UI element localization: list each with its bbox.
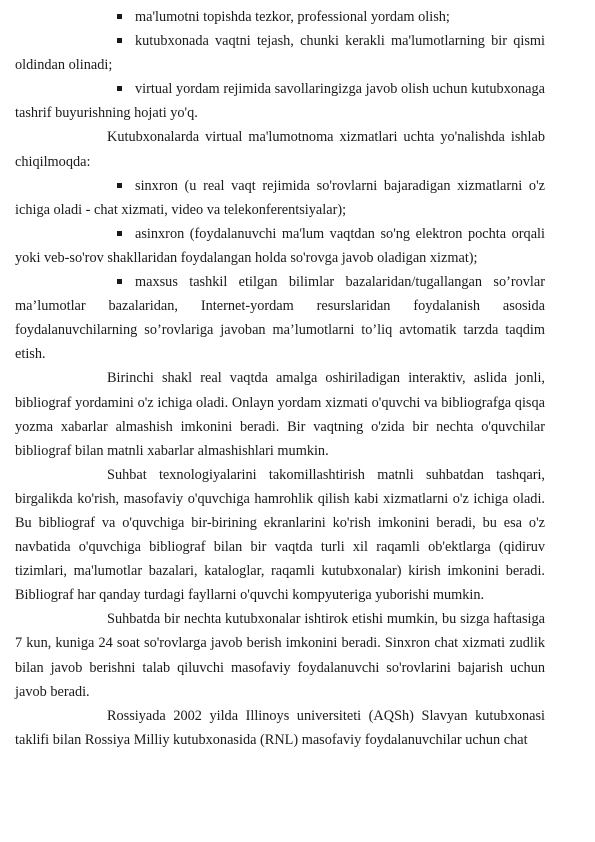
bullet-square-icon xyxy=(117,86,122,91)
bullet-text: sinxron (u real vaqt rejimida so'rovlarni bajaradigan xizmatlarni o'z ichiga oladi - chat xizmati, video va telekonferentsiyalar); xyxy=(15,177,545,218)
bullet-square-icon xyxy=(117,14,122,19)
body-paragraph: Rossiyada 2002 yilda Illinoys universiteti (AQSh) Slavyan kutubxonasi taklifi bilan Rossiya Milliy kutubxonasida (RNL) masofaviy foydalanuvchilar uchun chat xyxy=(15,707,545,748)
bullet-text: virtual yordam rejimida savollaringizga javob olish uchun kutubxonaga tashrif buyurishning hojati yo'q. xyxy=(15,81,545,122)
bullet-item xyxy=(15,29,545,77)
bullet-text: ma'lumotni topishda tezkor, professional yordam olish; xyxy=(135,9,450,25)
bullet-text: kutubxonada vaqtni tejash, chunki kerakli ma'lumotlarning bir qismi oldindan olinadi; xyxy=(15,33,545,74)
bullet-item xyxy=(15,77,545,125)
bullet-text: asinxron (foydalanuvchi ma'lum vaqtdan so'ng elektron pochta orqali yoki veb-so'rov shakllaridan foydalangan holda so'rovga javob oladigan xizmat); xyxy=(15,225,545,266)
bullet-square-icon xyxy=(117,183,122,188)
body-paragraph: Suhbat texnologiyalarini takomillashtirish matnli suhbatdan tashqari, birgalikda ko'rish, masofaviy o'quvchiga hamrohlik qilish kabi xizmatlarni o'z ichiga oladi. Bu bibliograf va o'quvchiga bir-birining ekranlarini ko'rish imkonini beradi, bu esa o'z navbatida o'quvchiga bibliograf bilan bir vaqtda turli xil raqamli ob'ektlarga (qidiruv tizimlari, ma'lumotlar bazalari, kataloglar, raqamli kutubxonalar) kirish imkonini beradi. Bibliograf har qanday turdagi fayllarni o'quvchi kompyuteriga yuborishi mumkin. xyxy=(15,466,545,604)
body-paragraph: Birinchi shakl real vaqtda amalga oshiriladigan interaktiv, aslida jonli, bibliograf yordamini o'z ichiga oladi. Onlayn yordam xizmati o'quvchi va bibliografga qisqa yozma xabarlar almashish imkonini beradi. Bir vaqtning o'zida bir nechta o'quvchilar bibliograf bilan matnli xabarlar almashishlari mumkin. xyxy=(15,370,545,459)
bullet-item xyxy=(15,270,545,366)
bullet-square-icon xyxy=(117,38,122,43)
bullet-item xyxy=(15,222,545,270)
body-paragraph: Kutubxonalarda virtual ma'lumotnoma xizmatlari uchta yo'nalishda ishlab chiqilmoqda: xyxy=(15,129,545,170)
body-paragraph: Suhbatda bir nechta kutubxonalar ishtirok etishi mumkin, bu sizga haftasiga 7 kun, kuniga 24 soat so'rovlarga javob berish imkonini beradi. Sinxron chat xizmati zudlik bilan javob berishni talab qiluvchi masofaviy foydalanuvchi so'rovlarini bajarish uchun javob beradi. xyxy=(15,611,545,700)
bullet-text: maxsus tashkil etilgan bilimlar bazalaridan/tugallangan so’rovlar ma’lumotlar bazalaridan, Internet-yordam resurslaridan foydalanish asosida foydalanuvchilarning so’rovlariga javoban ma’lumotlarni to’liq avtomatik tarzda taqdim etish. xyxy=(15,274,545,363)
bullet-item xyxy=(15,174,545,222)
bullet-item xyxy=(15,5,545,29)
bullet-square-icon xyxy=(117,279,122,284)
bullet-square-icon xyxy=(117,231,122,236)
